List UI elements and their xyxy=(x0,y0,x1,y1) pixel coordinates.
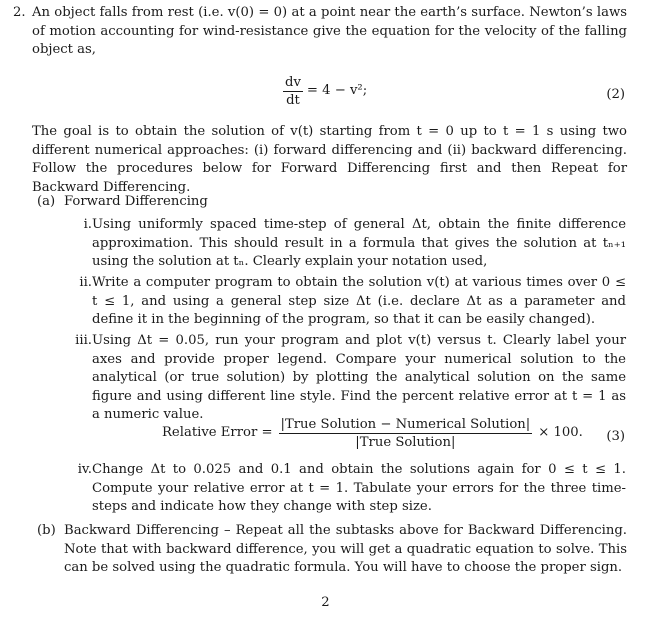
eq2-rhs: = 4 − v²; xyxy=(306,83,368,99)
eq3-fraction: $\frac{\text{|True Solution − Numerical Solution|}}{\text{|True Solution|}}$ xyxy=(280,417,531,450)
item-a-iii-number: iii. xyxy=(75,333,92,348)
item-a-iv-number: iv. xyxy=(77,462,92,477)
item-a-i-number: i. xyxy=(83,217,92,232)
part-b-text: Backward Differencing – Repeat all the subtasks above for Backward Differencing. Note that with backward difference, you will get a quadratic equation to solve. This can be solved using the quadratic formula. You will have to choose the proper sign. xyxy=(64,523,627,576)
part-a-title: Forward Differencing xyxy=(64,194,208,209)
item-a-iii-text: Using Δt = 0.05, run your program and plot v(t) versus t. Clearly label your axes and provide proper legend. Compare your numerical solution to the analytical (or true solution) by plotting the analytical solution on the same figure and using different line style. Find the percent relative error at t = 1 as a numeric value. xyxy=(92,333,626,423)
eq2-label: (2) xyxy=(606,87,625,102)
problem-number: 2. xyxy=(13,5,26,20)
part-a-label: (a) xyxy=(37,194,56,209)
problem-intro: An object falls from rest (i.e. v(0) = 0) at a point near the earth’s surface. Newton’s laws of motion accounting for wind-resistance give the equation for the velocity of the falling object as, xyxy=(32,5,627,58)
equation-2 xyxy=(0,72,651,116)
equation-3 xyxy=(0,414,651,458)
item-a-ii-number: ii. xyxy=(79,275,92,290)
goal-paragraph: The goal is to obtain the solution of v(t) starting from t = 0 up to t = 1 s using two different numerical approaches: (i) forward differencing and (ii) backward differencing. Follow the procedures below for Forward Differencing first and then Repeat for Backward Differencing. xyxy=(32,124,627,195)
item-a-iv-text: Change Δt to 0.025 and 0.1 and obtain the solutions again for 0 ≤ t ≤ 1. Compute your relative error at t = 1. Tabulate your errors for the three time-steps and indicate how they change with step size. xyxy=(92,462,626,515)
page-number: 2 xyxy=(321,595,330,610)
part-b-label: (b) xyxy=(37,523,56,538)
item-a-i-text: Using uniformly spaced time-step of general Δt, obtain the finite difference approximation. This should result in a formula that gives the solution at tₙ₊₁ using the solution at tₙ. Clearly explain your notation used, xyxy=(92,217,626,270)
eq3-lhs: Relative Error = xyxy=(162,425,273,441)
eq3-rhs: × 100. xyxy=(538,425,583,441)
eq2-fraction: $\frac{dv}{dt}$ xyxy=(285,75,301,108)
item-a-ii-text: Write a computer program to obtain the solution v(t) at various times over 0 ≤ t ≤ 1, and using a general step size Δt (i.e. declare Δt as a parameter and define it in the beginning of the program, so that it can be easily changed). xyxy=(92,275,626,328)
eq3-label: (3) xyxy=(606,429,625,444)
